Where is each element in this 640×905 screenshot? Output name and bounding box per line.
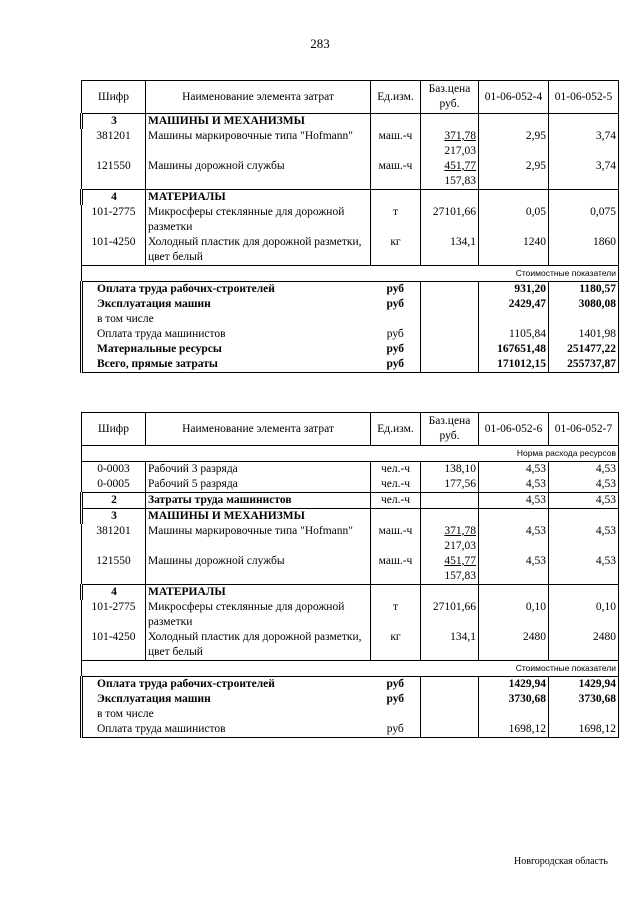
base-price: 371,78: [444, 130, 476, 142]
row-price: [421, 462, 479, 478]
total-value-2: 1698,12: [549, 722, 619, 738]
total-value-2: [549, 312, 619, 327]
total-price: [421, 282, 479, 298]
total-unit: руб: [371, 692, 421, 707]
total-unit: руб: [371, 357, 421, 373]
row-unit: кг: [371, 630, 421, 661]
row-code: 0-0003: [82, 462, 146, 478]
cost-note-row: [82, 661, 619, 677]
row-value-2: 4,53: [549, 493, 619, 509]
table-header: [82, 413, 619, 446]
row-value-1: 2480: [479, 630, 549, 661]
base-price: 134,1: [450, 631, 476, 643]
total-label: Оплата труда рабочих-строителей: [82, 677, 371, 693]
row-unit: [371, 114, 421, 130]
row-value-2: 4,53: [549, 462, 619, 478]
row-value-2: 2480: [549, 630, 619, 661]
cost-table-2: [80, 412, 619, 738]
row-price: [421, 129, 479, 159]
total-value-1: [479, 312, 549, 327]
row-code: 101-2775: [82, 205, 146, 235]
total-price: [421, 722, 479, 738]
row-value-2: [549, 585, 619, 601]
row-name: МАТЕРИАЛЫ: [146, 585, 371, 601]
norm-note-row: [82, 446, 619, 462]
total-unit: руб: [371, 722, 421, 738]
footer-region: Новгородская область: [514, 856, 608, 867]
total-price: [421, 327, 479, 342]
row-unit: чел.-ч: [371, 462, 421, 478]
row-price: [421, 554, 479, 585]
header-v1: 01-06-052-6: [479, 413, 549, 446]
section-row: [82, 585, 619, 601]
row-value-2: 4,53: [549, 524, 619, 554]
row-price: [421, 159, 479, 190]
row-code: 101-2775: [82, 600, 146, 630]
total-label: Эксплуатация машин: [82, 297, 371, 312]
total-row: [82, 692, 619, 707]
row-unit: маш.-ч: [371, 554, 421, 585]
total-row: [82, 677, 619, 693]
total-unit: [371, 312, 421, 327]
row-name: Машины дорожной службы: [146, 554, 371, 585]
cost-note: Стоимостные показатели: [82, 266, 619, 282]
row-price: [421, 493, 479, 509]
total-value-2: 1401,98: [549, 327, 619, 342]
machinist-wage: 157,83: [444, 175, 476, 187]
table-row: [82, 129, 619, 159]
row-unit: т: [371, 205, 421, 235]
row-value-1: 4,53: [479, 524, 549, 554]
total-unit: руб: [371, 297, 421, 312]
row-code: 381201: [82, 524, 146, 554]
total-label: в том числе: [82, 312, 371, 327]
row-value-1: 4,53: [479, 477, 549, 493]
row-unit: чел.-ч: [371, 477, 421, 493]
row-code: 2: [82, 493, 146, 509]
row-name: Машины маркировочные типа "Hofmann": [146, 129, 371, 159]
base-price: 371,78: [444, 525, 476, 537]
row-name: МАШИНЫ И МЕХАНИЗМЫ: [146, 509, 371, 525]
total-row: [82, 297, 619, 312]
row-unit: чел.-ч: [371, 493, 421, 509]
total-value-2: 255737,87: [549, 357, 619, 373]
header-unit: Ед.изм.: [371, 81, 421, 114]
total-price: [421, 677, 479, 693]
row-code: 121550: [82, 159, 146, 190]
row-price: [421, 509, 479, 525]
row-name: Машины дорожной службы: [146, 159, 371, 190]
row-name: Микросферы стеклянные для дорожной разметки: [146, 205, 371, 235]
row-price: [421, 114, 479, 130]
row-value-2: 4,53: [549, 554, 619, 585]
header-price: Баз.цена руб.: [421, 413, 479, 446]
total-value-1: 931,20: [479, 282, 549, 298]
total-row: [82, 342, 619, 357]
total-value-2: 251477,22: [549, 342, 619, 357]
cost-table-1: [80, 80, 619, 373]
row-unit: т: [371, 600, 421, 630]
total-value-1: [479, 707, 549, 722]
table-row: [82, 630, 619, 661]
total-label: Оплата труда машинистов: [82, 327, 371, 342]
table-row: [82, 235, 619, 266]
header-v2: 01-06-052-7: [549, 413, 619, 446]
cost-note-row: [82, 266, 619, 282]
row-unit: маш.-ч: [371, 524, 421, 554]
row-code: 101-4250: [82, 235, 146, 266]
row-value-1: 1240: [479, 235, 549, 266]
row-value-2: 3,74: [549, 159, 619, 190]
table-row: [82, 554, 619, 585]
section-row: [82, 114, 619, 130]
total-value-2: 1180,57: [549, 282, 619, 298]
row-code: 3: [82, 509, 146, 525]
row-value-1: [479, 190, 549, 206]
table-row: [82, 462, 619, 478]
total-price: [421, 707, 479, 722]
machinist-wage: 217,03: [444, 145, 476, 157]
row-price: [421, 524, 479, 554]
total-value-2: 1429,94: [549, 677, 619, 693]
row-unit: [371, 509, 421, 525]
row-value-1: [479, 114, 549, 130]
total-label: Всего, прямые затраты: [82, 357, 371, 373]
total-value-2: 3730,68: [549, 692, 619, 707]
machinist-wage: 217,03: [444, 540, 476, 552]
header-v2: 01-06-052-5: [549, 81, 619, 114]
total-value-1: 3730,68: [479, 692, 549, 707]
row-value-1: 4,53: [479, 554, 549, 585]
row-unit: маш.-ч: [371, 159, 421, 190]
row-code: 121550: [82, 554, 146, 585]
total-price: [421, 312, 479, 327]
row-value-1: 0,05: [479, 205, 549, 235]
row-name: МАТЕРИАЛЫ: [146, 190, 371, 206]
row-value-1: 0,10: [479, 600, 549, 630]
row-value-2: [549, 509, 619, 525]
row-unit: кг: [371, 235, 421, 266]
total-row: [82, 722, 619, 738]
total-value-1: 2429,47: [479, 297, 549, 312]
row-value-2: [549, 114, 619, 130]
row-name: Микросферы стеклянные для дорожной разметки: [146, 600, 371, 630]
page-number: 283: [310, 36, 330, 51]
row-unit: [371, 585, 421, 601]
total-price: [421, 342, 479, 357]
header-code: Шифр: [82, 81, 146, 114]
row-code: 4: [82, 190, 146, 206]
row-unit: [371, 190, 421, 206]
row-value-1: [479, 585, 549, 601]
row-code: 0-0005: [82, 477, 146, 493]
base-price: 177,56: [444, 478, 476, 490]
row-value-2: 4,53: [549, 477, 619, 493]
row-value-1: 4,53: [479, 462, 549, 478]
total-row: [82, 312, 619, 327]
row-value-1: 4,53: [479, 493, 549, 509]
total-price: [421, 692, 479, 707]
row-code: 101-4250: [82, 630, 146, 661]
header-v1: 01-06-052-4: [479, 81, 549, 114]
total-unit: руб: [371, 342, 421, 357]
header-name: Наименование элемента затрат: [146, 413, 371, 446]
total-value-1: 1698,12: [479, 722, 549, 738]
norm-note: Норма расхода ресурсов: [82, 446, 619, 462]
row-price: [421, 585, 479, 601]
base-price: 134,1: [450, 236, 476, 248]
table-row: [82, 477, 619, 493]
row-name: Машины маркировочные типа "Hofmann": [146, 524, 371, 554]
table-row: [82, 205, 619, 235]
total-price: [421, 357, 479, 373]
total-value-1: 171012,15: [479, 357, 549, 373]
row-price: [421, 477, 479, 493]
total-unit: руб: [371, 677, 421, 693]
row-code: 4: [82, 585, 146, 601]
total-row: [82, 357, 619, 373]
table-header: [82, 81, 619, 114]
total-label: Эксплуатация машин: [82, 692, 371, 707]
total-unit: руб: [371, 327, 421, 342]
total-label: Оплата труда машинистов: [82, 722, 371, 738]
section-row: [82, 509, 619, 525]
header-unit: Ед.изм.: [371, 413, 421, 446]
total-label: Материальные ресурсы: [82, 342, 371, 357]
row-code: 381201: [82, 129, 146, 159]
header-price: Баз.цена руб.: [421, 81, 479, 114]
total-unit: [371, 707, 421, 722]
base-price: 138,10: [444, 463, 476, 475]
row-name: Затраты труда машинистов: [146, 493, 371, 509]
row-name: Рабочий 3 разряда: [146, 462, 371, 478]
total-price: [421, 297, 479, 312]
base-price: 27101,66: [432, 206, 476, 218]
row-name: МАШИНЫ И МЕХАНИЗМЫ: [146, 114, 371, 130]
row-value-2: 0,10: [549, 600, 619, 630]
row-value-1: [479, 509, 549, 525]
section-row: [82, 190, 619, 206]
row-value-1: 2,95: [479, 129, 549, 159]
machinist-wage: 157,83: [444, 570, 476, 582]
base-price: 451,77: [444, 160, 476, 172]
total-label: в том числе: [82, 707, 371, 722]
row-value-2: 3,74: [549, 129, 619, 159]
row-name: Холодный пластик для дорожной разметки, цвет белый: [146, 235, 371, 266]
row-price: [421, 600, 479, 630]
row-price: [421, 205, 479, 235]
row-value-2: [549, 190, 619, 206]
row-code: 3: [82, 114, 146, 130]
row-value-2: 1860: [549, 235, 619, 266]
total-row: [82, 327, 619, 342]
total-unit: руб: [371, 282, 421, 298]
table-row: [82, 159, 619, 190]
row-name: Холодный пластик для дорожной разметки, цвет белый: [146, 630, 371, 661]
total-label: Оплата труда рабочих-строителей: [82, 282, 371, 298]
table-row: [82, 493, 619, 509]
total-value-2: [549, 707, 619, 722]
row-price: [421, 235, 479, 266]
row-name: Рабочий 5 разряда: [146, 477, 371, 493]
row-value-2: 0,075: [549, 205, 619, 235]
row-unit: маш.-ч: [371, 129, 421, 159]
total-row: [82, 707, 619, 722]
header-name: Наименование элемента затрат: [146, 81, 371, 114]
total-value-2: 3080,08: [549, 297, 619, 312]
table-row: [82, 524, 619, 554]
row-price: [421, 190, 479, 206]
total-value-1: 1105,84: [479, 327, 549, 342]
total-value-1: 1429,94: [479, 677, 549, 693]
total-row: [82, 282, 619, 298]
total-value-1: 167651,48: [479, 342, 549, 357]
base-price: 27101,66: [432, 601, 476, 613]
cost-note: Стоимостные показатели: [82, 661, 619, 677]
row-value-1: 2,95: [479, 159, 549, 190]
table-row: [82, 600, 619, 630]
base-price: 451,77: [444, 555, 476, 567]
header-code: Шифр: [82, 413, 146, 446]
row-price: [421, 630, 479, 661]
